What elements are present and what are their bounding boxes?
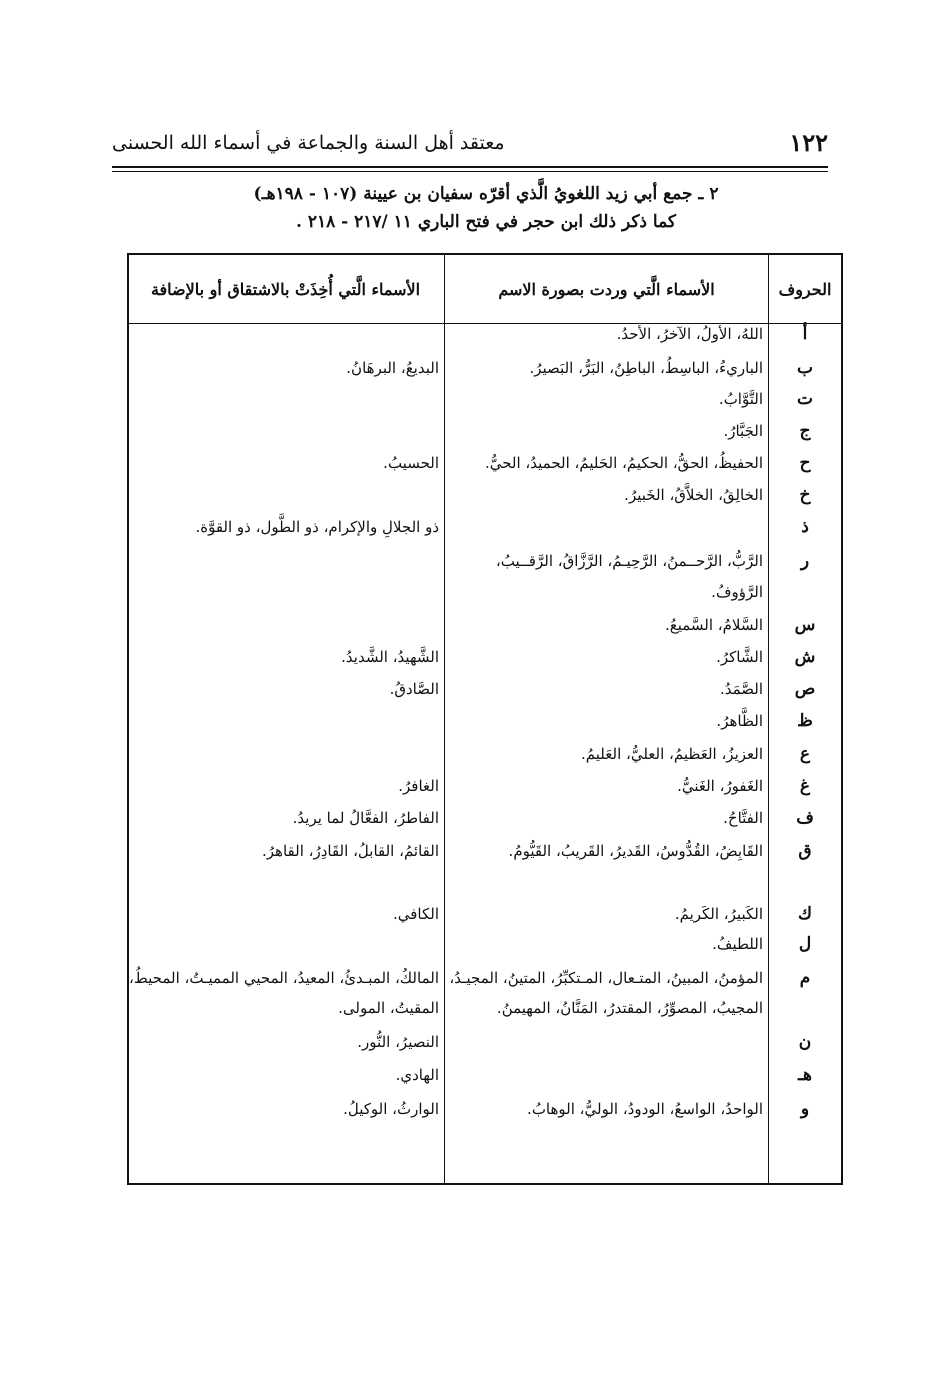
derived-names-cell: الشَّهيدُ، الشَّديدُ. (341, 648, 439, 666)
table-row (129, 610, 841, 640)
names-cell: الظَّاهرُ. (716, 712, 763, 730)
names-cell: الرَّبُّ، الرَّحــمنُ، الرَّحِيـمُ، الرَّزَّاقُ، الرَّقــيبُ، (495, 552, 763, 570)
letter-cell: ح (799, 453, 811, 473)
table-row (129, 674, 841, 704)
table-row (129, 546, 841, 576)
derived-names-cell: الحسيبُ. (383, 454, 439, 472)
table-row (129, 577, 841, 607)
header-derived: الأسماء الَّتي أُخِذَتْ بالاشتقاق أو بالإضافة (150, 279, 421, 299)
names-cell: الغَفورُ، الغَنيُّ. (677, 777, 763, 795)
names-cell: الرَّؤوفُ. (711, 583, 763, 601)
table-row (129, 706, 841, 736)
letter-cell: ب (796, 358, 813, 378)
table-row (129, 771, 841, 801)
letter-cell: ذ (801, 517, 809, 537)
names-cell: الصَّمَدُ. (719, 680, 763, 698)
table-row (129, 319, 841, 349)
table-row (129, 448, 841, 478)
table-row (129, 384, 841, 414)
names-cell: الجَبَّارُ. (723, 422, 763, 440)
letter-cell: ق (798, 841, 812, 861)
page-number: ١٢٢ (789, 128, 828, 157)
table-row (129, 803, 841, 833)
header-letters: الحروف (778, 279, 832, 299)
header-rule-thin (112, 171, 828, 172)
names-cell: الفتَّاحُ. (723, 809, 763, 827)
letter-cell: ل (798, 934, 812, 954)
derived-names-cell: الوارثُ، الوكيلُ. (343, 1100, 439, 1118)
table-row (129, 353, 841, 383)
names-cell: التَّوَّابُ. (718, 390, 763, 408)
table-row (129, 739, 841, 769)
letter-cell: ن (798, 1032, 812, 1052)
letter-cell: ع (799, 744, 811, 764)
names-cell: المؤمنُ، المبينُ، المتـعال، المـتكبِّرُ، المتينُ، المجيـدُ، (449, 969, 763, 987)
names-cell: السَّلامُ، السَّميعُ. (664, 616, 763, 634)
table-row (129, 963, 841, 993)
derived-names-cell: الغافرُ. (398, 777, 439, 795)
letter-cell: ش (794, 647, 816, 667)
names-cell: القَابِضُ، القُدُّوسُ، القَديرُ، القَريبُ، القَيُّومُ. (508, 842, 763, 860)
derived-names-cell: الهادي. (395, 1066, 439, 1084)
running-title: معتقد أهل السنة والجماعة في أسماء الله الحسنى (112, 132, 505, 154)
table-row (129, 642, 841, 672)
letter-cell: ت (796, 389, 813, 409)
table-row (129, 416, 841, 446)
table-row (129, 899, 841, 929)
names-cell: الباريءُ، الباسِطُ، الباطِنُ، البَرُّ، البَصيرُ. (529, 359, 763, 377)
names-cell: العزيزُ، العَظيمُ، العليُّ، العَليمُ. (581, 745, 763, 763)
derived-names-cell: الفاطرُ، الفعَّالُ لما يريدُ. (292, 809, 439, 827)
derived-names-cell: المقيتُ، المولى. (338, 999, 439, 1017)
section-title (128, 180, 844, 236)
derived-names-cell: الكافي. (392, 905, 439, 923)
table-row (129, 1027, 841, 1057)
names-cell: الخالِقُ، الخلاَّقُ، الخَبيرُ. (624, 486, 763, 504)
derived-names-cell: المالكُ، المبـدئُ، المعيدُ، المحيي المميـتُ، المحيطُ، (129, 969, 439, 987)
letter-cell: م (799, 968, 811, 988)
letter-cell: ف (796, 808, 814, 828)
letter-cell: ص (794, 679, 816, 699)
header-names: الأسماء الَّتي وردت بصورة الاسم (498, 279, 715, 299)
letter-cell: ر (800, 551, 810, 571)
names-cell: الواحدُ، الواسعُ، الودودُ، الوليُّ، الوهابُ. (527, 1100, 763, 1118)
header-rule-thick (112, 166, 828, 168)
table-row (129, 993, 841, 1023)
letter-cell: ظ (797, 711, 813, 731)
letter-cell: هـ (798, 1065, 812, 1085)
table-row (129, 1094, 841, 1124)
section-title-line-2: كما ذكر ذلك ابن حجر في فتح الباري ١١ /٢١٧ - ٢١٨ . (295, 212, 677, 232)
names-cell: اللطيفُ. (712, 935, 763, 953)
table-row (129, 929, 841, 959)
table-row (129, 480, 841, 510)
names-cell: اللهُ، الأولُ، الآخرُ، الأحدُ. (616, 325, 763, 343)
derived-names-cell: البديعُ، البرهَانُ. (346, 359, 439, 377)
derived-names-cell: ذو الجلالِ والإكرام، ذو الطَّول، ذو القوَّة. (195, 518, 439, 536)
table-row (129, 836, 841, 866)
derived-names-cell: النصيرُ، النُّور. (357, 1033, 439, 1051)
running-header (112, 128, 828, 168)
names-table (127, 253, 843, 1185)
section-title-line-1: ٢ ـ جمع أبي زيد اللغويُ الَّذي أقرّه سفيان بن عيينة (١٠٧ - ١٩٨هـ) (253, 184, 719, 204)
letter-cell: ك (797, 904, 812, 924)
derived-names-cell: الصَّادقُ. (389, 680, 439, 698)
names-cell: المجيبُ، المصوِّرُ، المقتدرُ، المَنَّانُ، المهيمنُ. (496, 999, 763, 1017)
letter-cell: غ (799, 776, 811, 796)
names-cell: الشَّاكرُ. (716, 648, 763, 666)
table-row (129, 1060, 841, 1090)
letter-cell: و (800, 1099, 810, 1119)
names-cell: الحفيظُ، الحقُّ، الحكيمُ، الحَليمُ، الحميدُ، الحيُّ. (484, 454, 763, 472)
letter-cell: أ (802, 324, 808, 344)
letter-cell: خ (799, 485, 811, 505)
derived-names-cell: القائمُ، القابلُ، القَادِرُ، القاهرُ. (262, 842, 439, 860)
letter-cell: س (794, 615, 816, 635)
letter-cell: ج (799, 421, 811, 441)
names-cell: الكَبيرُ، الكَريمُ. (674, 905, 763, 923)
table-row (129, 512, 841, 542)
